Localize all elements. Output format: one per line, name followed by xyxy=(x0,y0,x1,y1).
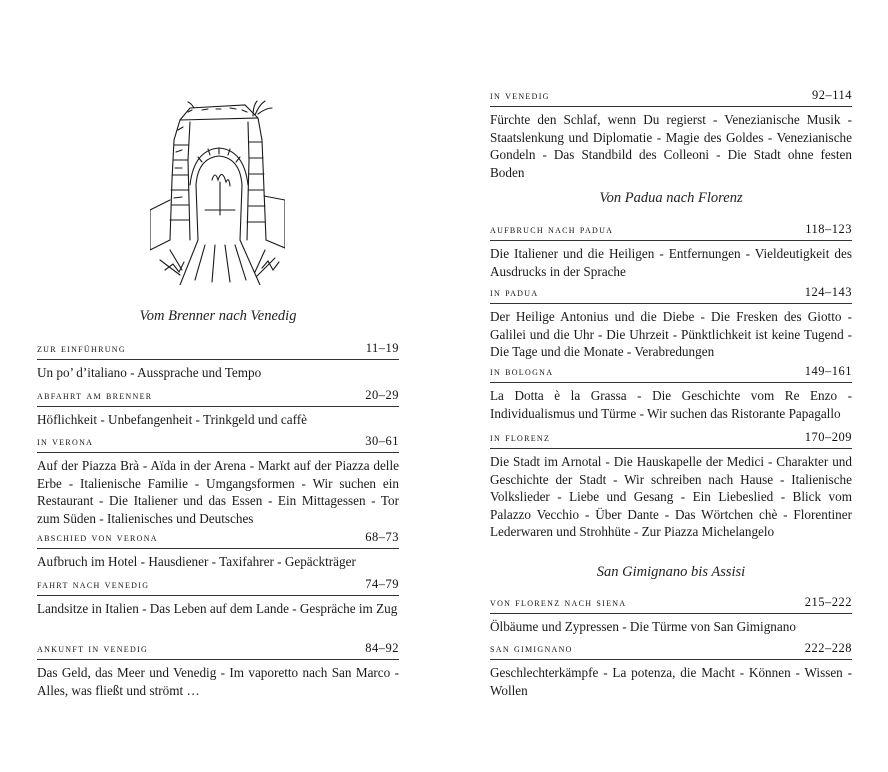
toc-entry-pages: 215–222 xyxy=(804,595,852,609)
toc-entry-header xyxy=(490,285,852,304)
toc-entry-description: Die Stadt im Arnotal - Die Hauskapelle der Medici - Charakter und Geschichte der Stadt - Wir schreiben nach Hause - Italienische Volkslieder - Liebe und Gesang - Ein Liebeslied - Blick vom Palazzo Vecchio - Über Dante - Das Wörtchen chè - Florentiner Lederwaren und Strohhüte - Zur Piazza Michelangelo xyxy=(490,454,852,540)
toc-entry-pages: 124–143 xyxy=(804,285,852,299)
toc-entry-description: Landsitze in Italien - Das Leben auf dem Lande - Gespräche im Zug xyxy=(37,601,398,616)
toc-entry xyxy=(490,285,852,361)
toc-entry-title: abschied von verona xyxy=(37,532,158,544)
toc-entry-header xyxy=(490,430,852,449)
toc-entry xyxy=(37,388,399,429)
toc-entry-header xyxy=(37,434,399,453)
toc-entry-header xyxy=(37,341,399,360)
toc-entry-pages: 118–123 xyxy=(805,222,852,236)
toc-entry xyxy=(490,430,852,541)
toc-entry xyxy=(37,434,399,527)
toc-entry-description: Das Geld, das Meer und Venedig - Im vaporetto nach San Marco - Alles, was fließt und strömt … xyxy=(37,665,399,698)
toc-entry-header xyxy=(37,388,399,407)
toc-entry-title: von florenz nach siena xyxy=(490,597,627,609)
toc-entry-description: La Dotta è la Grassa - Die Geschichte vom Re Enzo - Individualismus und Türme - Wir suchen das Ristorante Papagallo xyxy=(490,388,852,421)
toc-entry-header xyxy=(490,595,852,614)
toc-entry-pages: 222–228 xyxy=(804,641,852,655)
toc-entry-pages: 11–19 xyxy=(365,341,399,355)
toc-entry-title: in bologna xyxy=(490,366,554,378)
toc-entry xyxy=(37,577,399,618)
toc-entry-title: in verona xyxy=(37,436,94,448)
toc-entry-pages: 68–73 xyxy=(365,530,399,544)
toc-entry-header xyxy=(37,577,399,596)
toc-entry xyxy=(490,595,852,636)
toc-entry-description: Die Italiener und die Heiligen - Entfernungen - Vieldeutigkeit des Ausdrucks in der Sprache xyxy=(490,246,852,279)
toc-entry-title: abfahrt am brenner xyxy=(37,390,153,402)
toc-entry-description: Ölbäume und Zypressen - Die Türme von San Gimignano xyxy=(490,619,796,634)
toc-entry-title: fahrt nach venedig xyxy=(37,579,150,591)
section-title-san-gimignano-assisi: San Gimignano bis Assisi xyxy=(596,564,746,580)
city-gate-illustration xyxy=(150,100,285,285)
section-title-brenner-venedig: Vom Brenner nach Venedig xyxy=(139,308,297,324)
toc-entry-title: aufbruch nach padua xyxy=(490,224,614,236)
toc-entry-pages: 74–79 xyxy=(365,577,399,591)
toc-entry-pages: 170–209 xyxy=(804,430,852,444)
toc-entry-pages: 30–61 xyxy=(365,434,399,448)
toc-entry-header xyxy=(490,222,852,241)
toc-entry-pages: 84–92 xyxy=(365,641,399,655)
toc-entry xyxy=(490,641,852,699)
toc-entry xyxy=(37,341,399,382)
toc-entry-title: in padua xyxy=(490,287,539,299)
toc-entry xyxy=(490,88,852,181)
toc-entry-description: Der Heilige Antonius und die Diebe - Die Fresken des Giotto - Galilei und die Uhr - Die Uhrzeit - Pünktlichkeit ist keine Tugend - Die Tage und die Monate - Verabredungen xyxy=(490,309,852,360)
toc-entry-header xyxy=(490,364,852,383)
toc-entry-title: san gimignano xyxy=(490,643,573,655)
toc-entry-description: Geschlechterkämpfe - La potenza, die Macht - Können - Wissen - Wollen xyxy=(490,665,852,698)
toc-entry-title: in venedig xyxy=(490,90,550,102)
toc-entry-description: Auf der Piazza Brà - Aïda in der Arena - Markt auf der Piazza delle Erbe - Italienische Familie - Umgangsformen - Wir suchen ein Restaurant - Die Italiener und das Essen - Ein Mittagessen - Tor zum Süden - Italienisches und Deutsches xyxy=(37,458,399,526)
toc-entry xyxy=(490,222,852,280)
section-title-padua-florenz: Von Padua nach Florenz xyxy=(599,190,743,206)
toc-entry-title: in florenz xyxy=(490,432,551,444)
toc-entry-pages: 149–161 xyxy=(804,364,852,378)
toc-entry xyxy=(37,530,399,571)
toc-entry-pages: 92–114 xyxy=(811,88,852,102)
toc-entry-description: Aufbruch im Hotel - Hausdiener - Taxifahrer - Gepäckträger xyxy=(37,554,356,569)
toc-entry-pages: 20–29 xyxy=(365,388,399,402)
toc-entry-description: Höflichkeit - Unbefangenheit - Trinkgeld und caffè xyxy=(37,412,308,427)
toc-entry-title: zur einführung xyxy=(37,343,126,355)
toc-entry-description: Un po’ d’italiano - Aussprache und Tempo xyxy=(37,365,262,380)
toc-entry-header xyxy=(37,641,399,660)
toc-entry-header xyxy=(37,530,399,549)
toc-entry-description: Fürchte den Schlaf, wenn Du regierst - Venezianische Musik - Staatslenkung und Diplomatie - Magie des Goldes - Venezianische Gondeln - Das Standbild des Colleoni - Die Stadt ohne festen Boden xyxy=(490,112,852,180)
toc-entry-header xyxy=(490,88,852,107)
toc-entry-header xyxy=(490,641,852,660)
toc-entry xyxy=(490,364,852,422)
toc-entry-title: ankunft in venedig xyxy=(37,643,149,655)
toc-entry xyxy=(37,641,399,699)
